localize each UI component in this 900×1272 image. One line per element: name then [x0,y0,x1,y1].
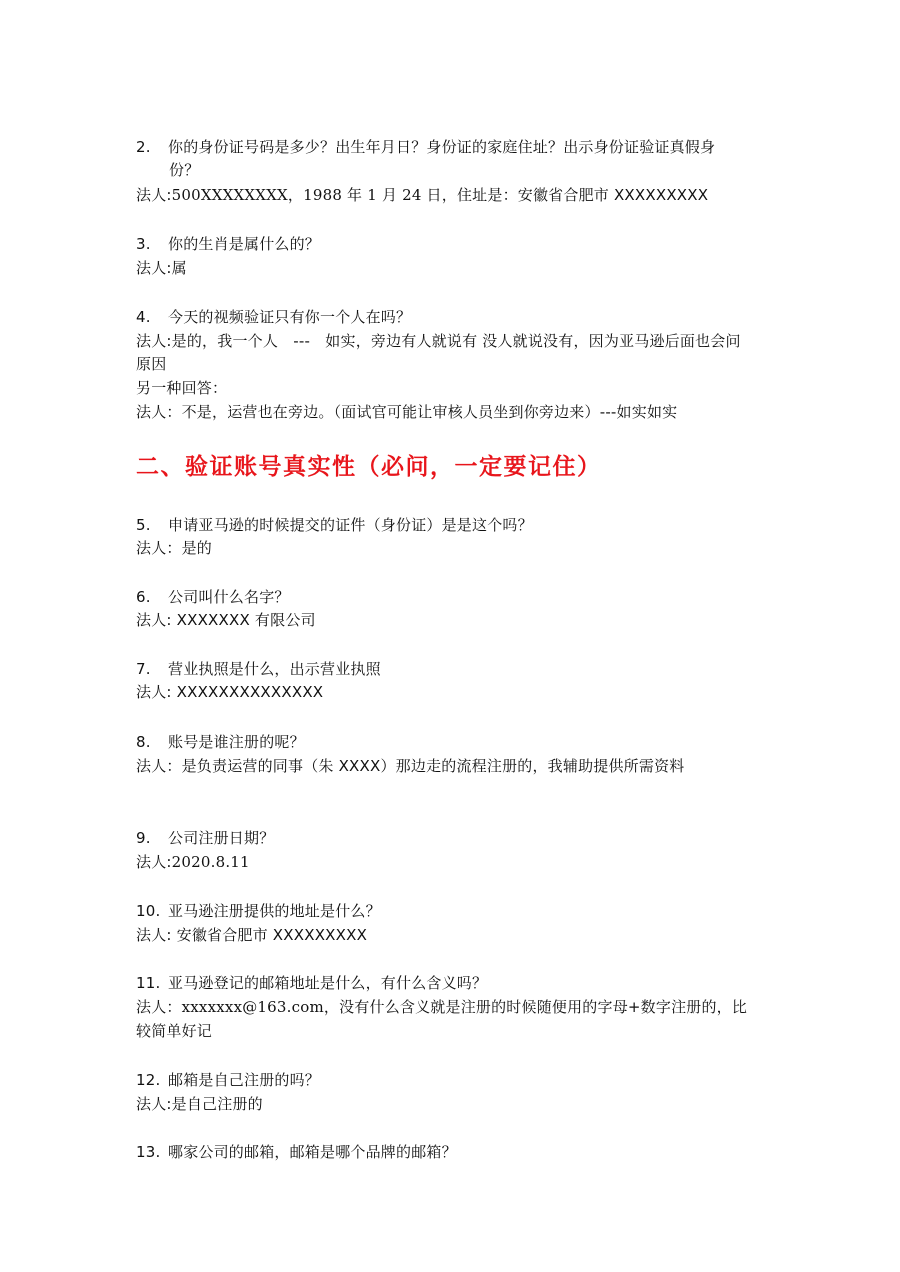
answer-4: 法人:是的，我一个人 --- 如实，旁边有人就说有 没人就说没有，因为亚马逊后面也会问 [136,332,741,350]
question-5: 5. 申请亚马逊的时候提交的证件（身份证）是是这个吗？ [136,516,533,534]
question-2: 2. 你的身份证号码是多少？出生年月日？身份证的家庭住址？出示身份证验证真假身 [136,138,716,156]
answer-10: 法人: 安徽省合肥市 XXXXXXXXX [136,926,368,944]
answer-7: 法人: XXXXXXXXXXXXXX [136,683,324,701]
answer-3: 法人:属 [136,259,187,277]
answer-12: 法人:是自己注册的 [136,1095,263,1113]
question-7: 7. 营业执照是什么，出示营业执照 [136,660,381,678]
answer-8: 法人：是负责运营的同事（朱 XXXX）那边走的流程注册的，我辅助提供所需资料 [136,757,685,775]
question-11: 11. 亚马逊登记的邮箱地址是什么，有什么含义吗？ [136,974,488,992]
answer-5: 法人：是的 [136,539,213,557]
answer-9: 法人:2020.8.11 [136,853,250,871]
answer-11-continuation: 较简单好记 [136,1022,213,1040]
question-9: 9. 公司注册日期？ [136,829,275,847]
question-12: 12. 邮箱是自己注册的吗？ [136,1071,321,1089]
alternative-answer-label: 另一种回答： [136,379,228,397]
question-6: 6. 公司叫什么名字？ [136,588,290,606]
question-10: 10. 亚马逊注册提供的地址是什么？ [136,902,381,920]
answer-11: 法人：xxxxxxx@163.com，没有什么含义就是注册的时候随便用的字母+数字注册的，比 [136,998,748,1016]
answer-4-alternative: 法人：不是，运营也在旁边。（面试官可能让审核人员坐到你旁边来）---如实如实 [136,403,678,421]
section-heading: 二、验证账号真实性（必问，一定要记住） [136,454,602,480]
question-3: 3. 你的生肖是属什么的？ [136,235,321,253]
answer-4-continuation: 原因 [136,355,167,373]
question-8: 8. 账号是谁注册的呢？ [136,733,305,751]
answer-6: 法人: XXXXXXX 有限公司 [136,611,316,629]
answer-2: 法人:500XXXXXXXX，1988 年 1 月 24 日，住址是：安徽省合肥市 XXXXXXXXX [136,186,709,204]
question-13: 13. 哪家公司的邮箱，邮箱是哪个品牌的邮箱？ [136,1143,457,1161]
question-2-continuation: 份？ [169,161,200,179]
question-4: 4. 今天的视频验证只有你一个人在吗？ [136,308,412,326]
